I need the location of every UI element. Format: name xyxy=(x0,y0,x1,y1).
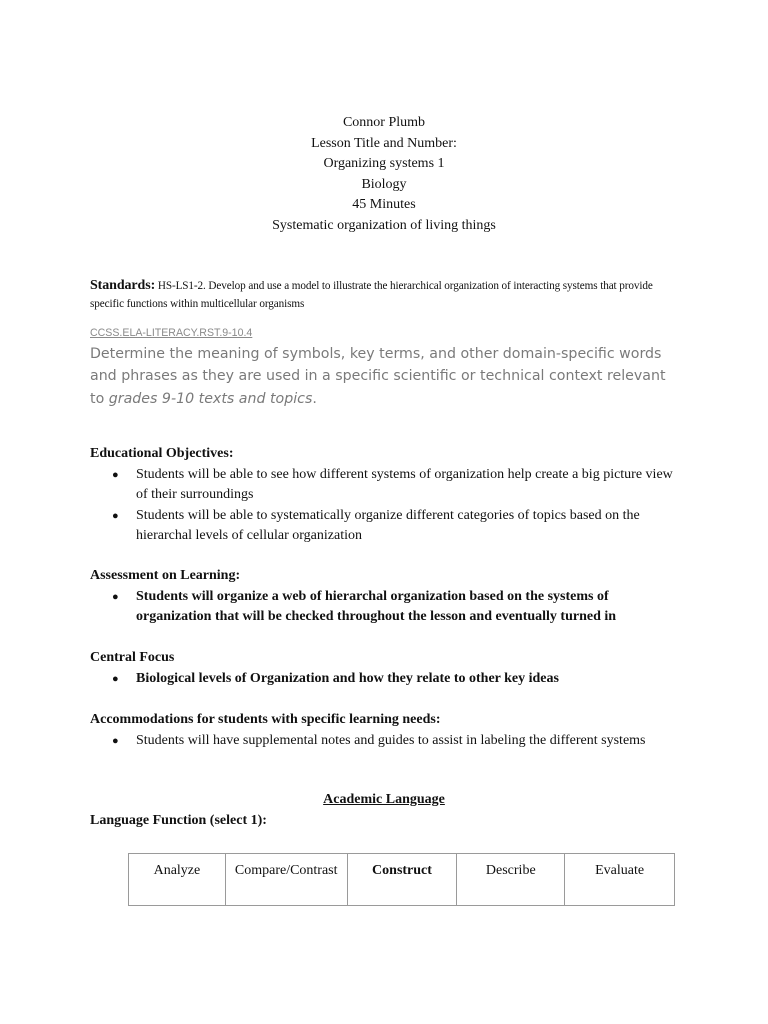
objectives-section xyxy=(90,444,680,547)
central-focus-section xyxy=(90,648,680,689)
bullet-icon: ● xyxy=(112,509,119,522)
ccss-desc-end: . xyxy=(312,390,317,407)
accommodations-section xyxy=(90,710,680,751)
list-item: ● Students will be able to see how different systems of organization help create a big picture view of their surroundings xyxy=(112,466,673,503)
assessment-section xyxy=(90,566,680,628)
duration: 45 Minutes xyxy=(352,197,416,213)
lesson-header xyxy=(0,113,768,237)
lesson-topic: Systematic organization of living things xyxy=(272,217,496,233)
bullet-icon: ● xyxy=(112,590,119,603)
ccss-desc-italic: grades 9-10 texts and topics xyxy=(108,390,313,407)
list-item: ● Students will have supplemental notes and guides to assist in labeling the different systems xyxy=(90,731,680,752)
assessment-title: Assessment on Learning: xyxy=(90,568,241,583)
language-function-label: Language Function (select 1): xyxy=(90,813,267,828)
function-cell-construct[interactable]: Construct xyxy=(347,854,457,906)
function-cell-analyze[interactable]: Analyze xyxy=(129,854,226,906)
function-cell-evaluate[interactable]: Evaluate xyxy=(565,854,675,906)
standards-text: HS-LS1-2. Develop and use a model to illustrate the hierarchical organization of interacting systems that provide specific functions within multicellular organisms xyxy=(90,280,653,310)
function-cell-compare-contrast[interactable]: Compare/Contrast xyxy=(225,854,347,906)
ccss-link[interactable]: CCSS.ELA-LITERACY.RST.9-10.4 xyxy=(90,327,253,339)
table-row xyxy=(129,854,675,906)
central-focus-title: Central Focus xyxy=(90,650,175,665)
lesson-title-label: Lesson Title and Number: xyxy=(311,135,457,151)
list-item: ● Students will organize a web of hierarchal organization based on the systems of organization that will be checked throughout the lesson and eventually turned in xyxy=(112,588,617,625)
central-focus-list xyxy=(90,669,680,690)
standards-paragraph xyxy=(90,277,680,313)
accommodations-title: Accommodations for students with specific learning needs: xyxy=(90,712,441,727)
author-name: Connor Plumb xyxy=(342,115,426,130)
lesson-title: Organizing systems 1 xyxy=(323,156,445,172)
standards-label: Standards: xyxy=(90,278,156,293)
bullet-icon: ● xyxy=(112,734,119,747)
accommodations-list xyxy=(90,731,680,752)
function-cell-describe[interactable]: Describe xyxy=(457,854,565,906)
ccss-description xyxy=(90,343,680,410)
bullet-icon: ● xyxy=(112,672,119,685)
subject: Biology xyxy=(361,176,407,192)
objectives-list xyxy=(90,465,680,547)
assessment-list xyxy=(90,587,680,628)
language-function-table xyxy=(128,853,675,906)
ccss-desc-main: Determine the meaning of symbols, key terms, and other domain-specific words and phrases as they are used in a specific scientific or technical context relevant to xyxy=(90,346,666,407)
list-item: ● Students will be able to systematically organize different categories of topics based on the hierarchal levels of cellular organization xyxy=(112,507,640,544)
objectives-title: Educational Objectives: xyxy=(90,446,234,461)
bullet-icon: ● xyxy=(112,468,119,481)
academic-language-title: Academic Language xyxy=(323,792,445,807)
list-item: ● Biological levels of Organization and how they relate to other key ideas xyxy=(90,669,680,690)
